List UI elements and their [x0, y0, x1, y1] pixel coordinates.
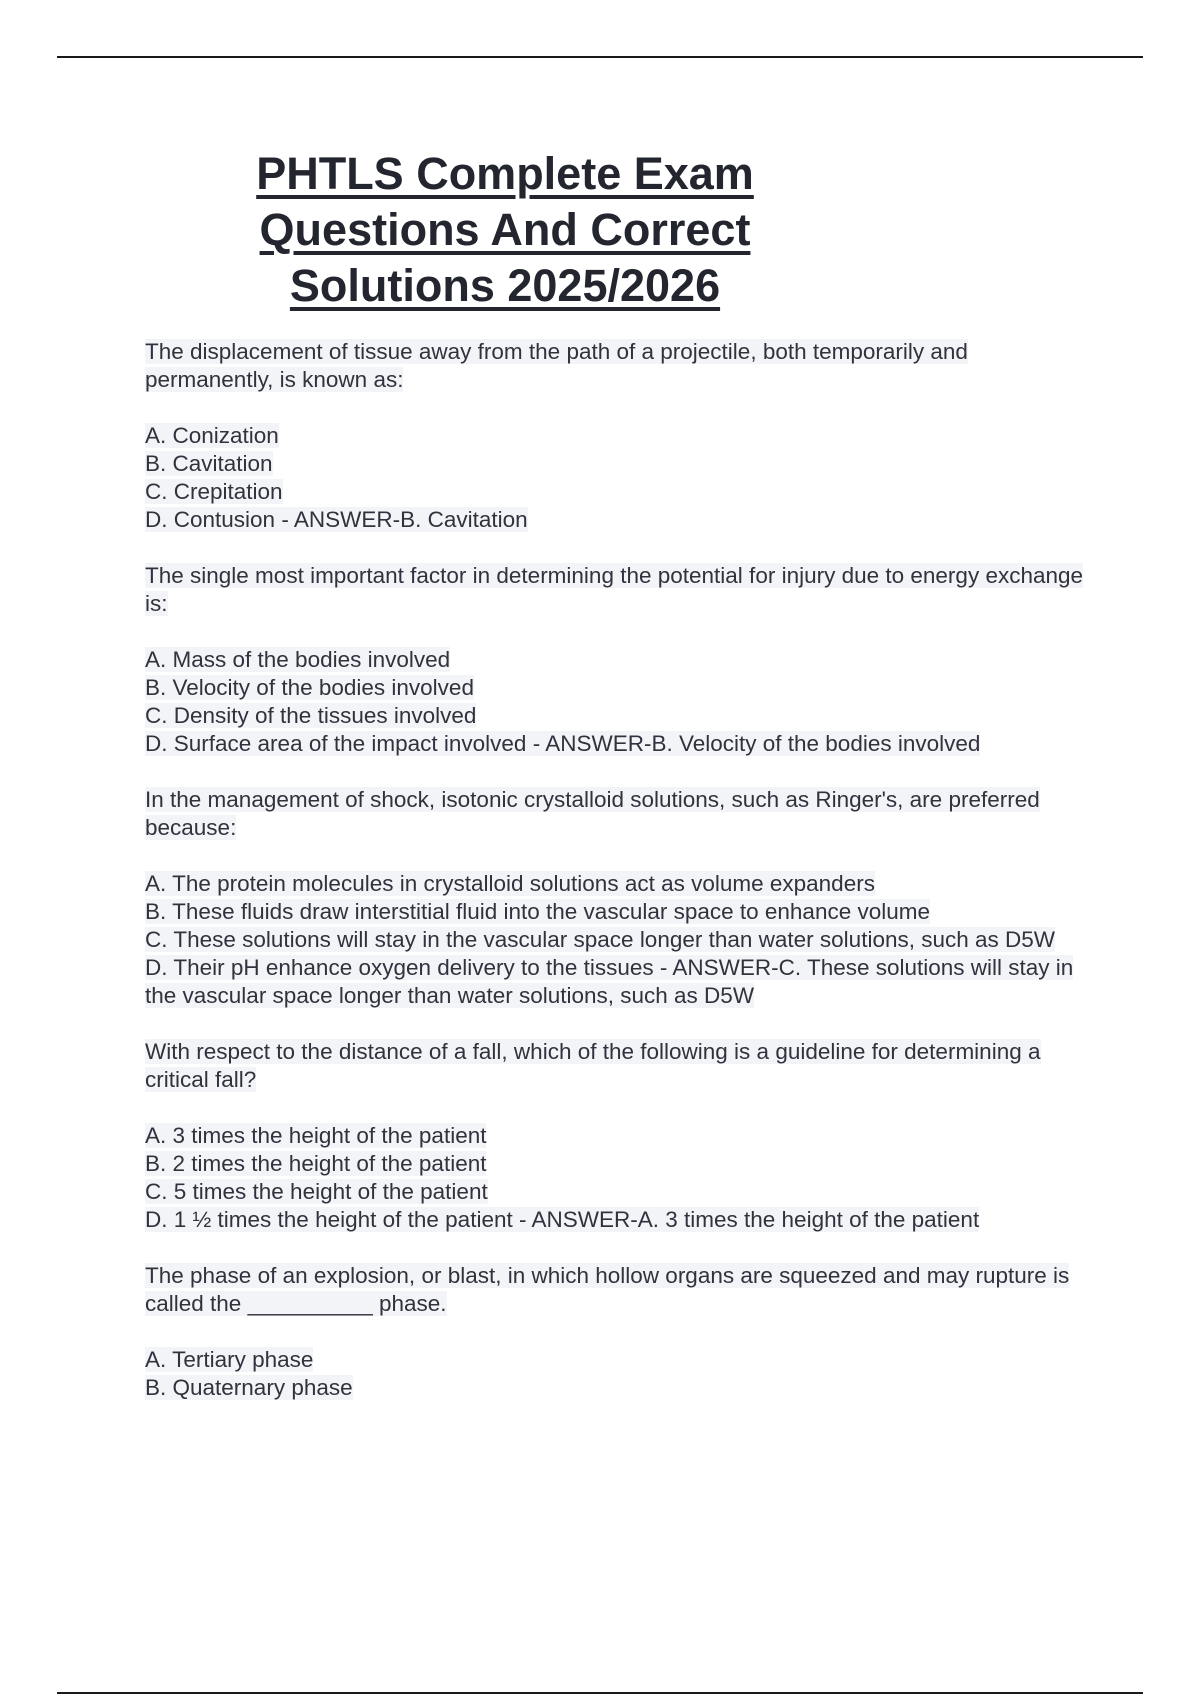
answer-option: B. Velocity of the bodies involved — [145, 675, 474, 700]
answer-option: C. Density of the tissues involved — [145, 703, 477, 728]
answer-option: B. Quaternary phase — [145, 1375, 353, 1400]
answer-option: A. Conization — [145, 423, 279, 448]
answer-option: A. Mass of the bodies involved — [145, 647, 451, 672]
question-block — [145, 1038, 1095, 1234]
answer-option: C. Crepitation — [145, 479, 283, 504]
answer-option-with-answer: D. Their pH enhance oxygen delivery to the tissues - ANSWER-C. These solutions will stay in the vascular space longer than water solutions, such as D5W — [145, 955, 1074, 1008]
title-line: PHTLS Complete Exam — [256, 148, 754, 199]
question-text: The phase of an explosion, or blast, in which hollow organs are squeezed and may rupture is called the __________ phase. — [145, 1263, 1070, 1316]
title-line: Questions And Correct — [259, 204, 751, 255]
question-block — [145, 338, 1095, 534]
answer-option: B. These fluids draw interstitial fluid into the vascular space to enhance volume — [145, 899, 931, 924]
question-list — [145, 338, 1095, 1430]
document-title — [200, 146, 810, 314]
answer-option: B. 2 times the height of the patient — [145, 1151, 487, 1176]
answer-option-with-answer: D. Surface area of the impact involved - ANSWER-B. Velocity of the bodies involved — [145, 731, 981, 756]
question-block — [145, 1262, 1095, 1402]
question-text: With respect to the distance of a fall, which of the following is a guideline for determining a critical fall? — [145, 1039, 1041, 1092]
question-text: In the management of shock, isotonic crystalloid solutions, such as Ringer's, are preferred because: — [145, 787, 1040, 840]
answer-option: B. Cavitation — [145, 451, 273, 476]
answer-option: A. Tertiary phase — [145, 1347, 314, 1372]
answer-option: A. The protein molecules in crystalloid solutions act as volume expanders — [145, 871, 875, 896]
question-text: The displacement of tissue away from the path of a projectile, both temporarily and permanently, is known as: — [145, 339, 968, 392]
question-block — [145, 786, 1095, 1010]
answer-option-with-answer: D. Contusion - ANSWER-B. Cavitation — [145, 507, 528, 532]
answer-option: C. These solutions will stay in the vascular space longer than water solutions, such as D5W — [145, 927, 1056, 952]
title-line: Solutions 2025/2026 — [289, 260, 721, 311]
bottom-divider — [57, 1692, 1143, 1694]
top-divider — [57, 56, 1143, 58]
question-text: The single most important factor in determining the potential for injury due to energy exchange is: — [145, 563, 1084, 616]
question-block — [145, 562, 1095, 758]
answer-option: A. 3 times the height of the patient — [145, 1123, 487, 1148]
answer-option: C. 5 times the height of the patient — [145, 1179, 488, 1204]
answer-option-with-answer: D. 1 ½ times the height of the patient - ANSWER-A. 3 times the height of the patient — [145, 1207, 980, 1232]
